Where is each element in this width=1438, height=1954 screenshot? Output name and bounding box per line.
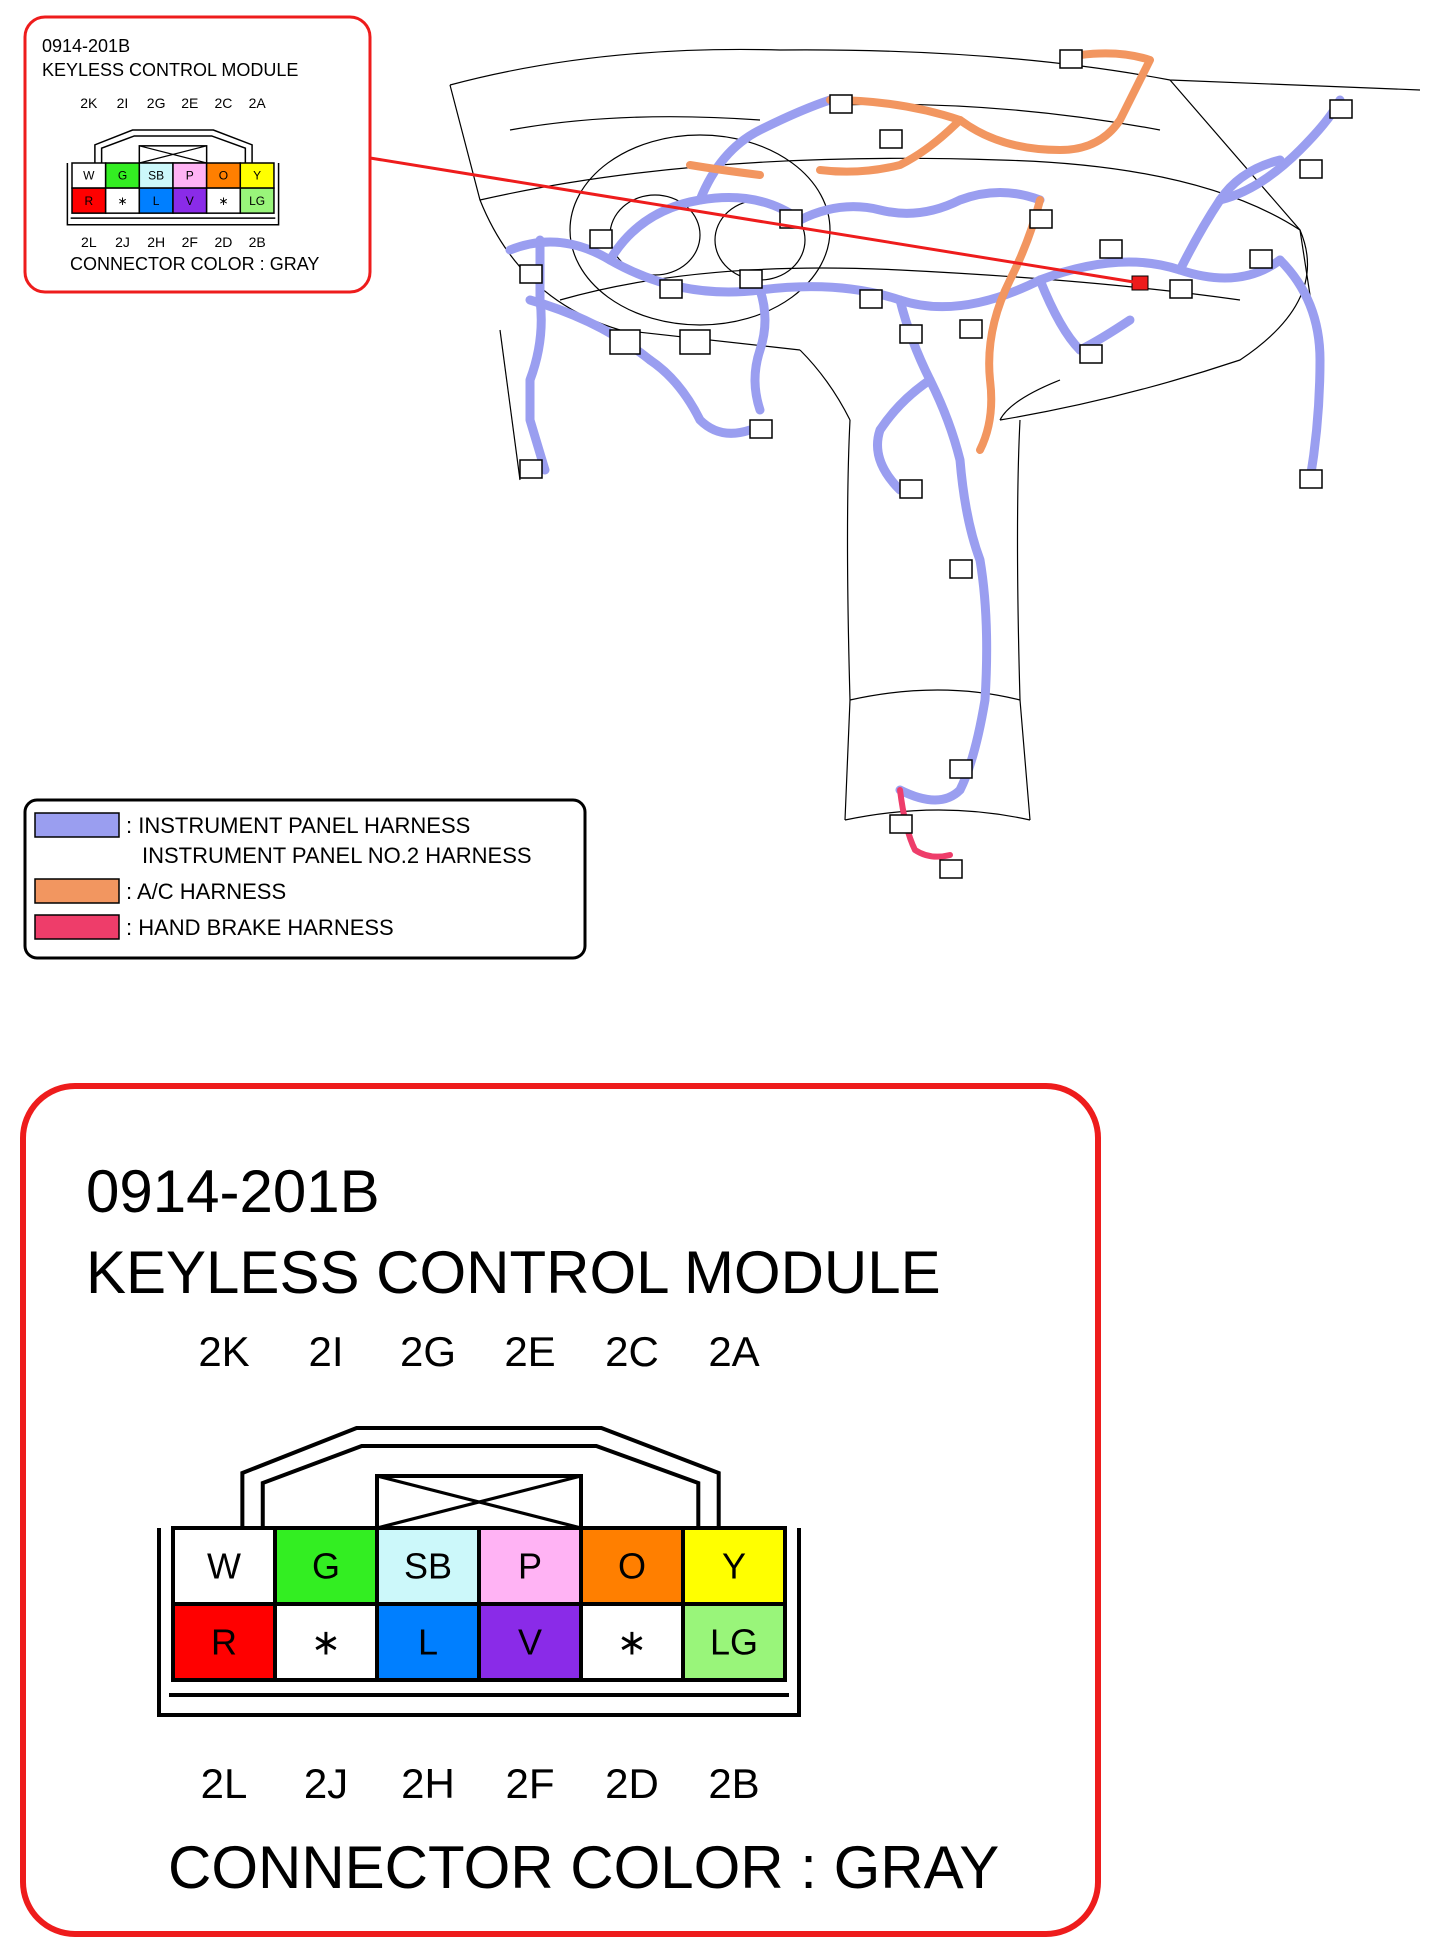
bottom-pin-label: 2D bbox=[214, 234, 233, 250]
bottom-pin-label: 2L bbox=[200, 1760, 248, 1807]
pin-wire-color: ∗ bbox=[310, 1621, 342, 1663]
harness-connectors bbox=[520, 50, 1352, 878]
bottom-pin-label: 2H bbox=[401, 1760, 455, 1807]
legend-swatch-instrument-panel bbox=[35, 813, 119, 837]
pin-wire-color: G bbox=[311, 1545, 341, 1587]
bottom-pin-label: 2J bbox=[303, 1760, 349, 1807]
pin-wire-color: ∗ bbox=[218, 193, 229, 208]
pin-wire-color: G bbox=[117, 168, 128, 183]
top-pin-label: 2C bbox=[605, 1328, 659, 1375]
pin-wire-color: LG bbox=[249, 193, 266, 208]
top-pin-label: 2K bbox=[80, 95, 98, 111]
top-pin-label: 2A bbox=[708, 1328, 760, 1375]
dashboard-outline bbox=[450, 49, 1420, 90]
top-pin-label: 2E bbox=[181, 95, 199, 111]
top-pin-label: 2G bbox=[146, 95, 166, 111]
legend-label-instrument-panel: : INSTRUMENT PANEL HARNESS bbox=[126, 813, 471, 838]
small-connector-name: KEYLESS CONTROL MODULE bbox=[42, 60, 299, 80]
pin-wire-color: SB bbox=[148, 168, 165, 183]
top-pin-label: 2A bbox=[248, 95, 266, 111]
pin-wire-color: Y bbox=[721, 1545, 747, 1587]
pin-wire-color: R bbox=[211, 1621, 237, 1663]
legend-swatch-ac bbox=[35, 879, 119, 903]
bottom-pin-label: 2F bbox=[505, 1760, 555, 1807]
legend-label-hand-brake: : HAND BRAKE HARNESS bbox=[126, 915, 394, 940]
pin-wire-color: Y bbox=[253, 168, 262, 183]
bottom-pin-label: 2B bbox=[708, 1760, 760, 1807]
pin-wire-color: V bbox=[185, 193, 194, 208]
instrument-panel-harness-wires bbox=[510, 100, 1340, 800]
legend-swatch-hand-brake bbox=[35, 915, 119, 939]
top-pin-label: 2C bbox=[214, 95, 233, 111]
pin-wire-color: O bbox=[218, 168, 229, 183]
pin-wire-color: P bbox=[517, 1545, 543, 1587]
small-connector-code: 0914-201B bbox=[42, 36, 131, 56]
top-pin-label: 2I bbox=[308, 1328, 344, 1375]
center-console-outline bbox=[845, 420, 850, 820]
pin-wire-color: W bbox=[83, 168, 95, 183]
pin-wire-color: R bbox=[84, 193, 94, 208]
pin-wire-color: ∗ bbox=[117, 193, 128, 208]
bottom-pin-label: 2H bbox=[147, 234, 166, 250]
pin-wire-color: P bbox=[185, 168, 194, 183]
bottom-pin-label: 2F bbox=[181, 234, 198, 250]
pin-wire-color: V bbox=[517, 1621, 543, 1663]
pin-wire-color: W bbox=[207, 1545, 241, 1587]
large-connector-name: KEYLESS CONTROL MODULE bbox=[86, 1239, 941, 1306]
top-pin-label: 2K bbox=[198, 1328, 250, 1375]
top-pin-label: 2I bbox=[116, 95, 129, 111]
pin-wire-color: LG bbox=[709, 1621, 759, 1663]
pin-wire-color: L bbox=[152, 193, 160, 208]
bottom-pin-label: 2D bbox=[605, 1760, 659, 1807]
large-connector-color-note: CONNECTOR COLOR : GRAY bbox=[168, 1834, 1000, 1901]
bottom-pin-label: 2B bbox=[248, 234, 266, 250]
top-pin-label: 2E bbox=[504, 1328, 556, 1375]
top-pin-label: 2G bbox=[399, 1328, 457, 1375]
small-connector-color-note: CONNECTOR COLOR : GRAY bbox=[70, 254, 320, 274]
pin-wire-color: L bbox=[417, 1621, 439, 1663]
pin-wire-color: O bbox=[617, 1545, 647, 1587]
pin-wire-color: ∗ bbox=[616, 1621, 648, 1663]
large-connector-callout bbox=[23, 1086, 1098, 1934]
bottom-pin-label: 2L bbox=[81, 234, 97, 250]
legend-label-instrument-panel-no2: INSTRUMENT PANEL NO.2 HARNESS bbox=[142, 843, 532, 868]
pin-wire-color: SB bbox=[403, 1545, 453, 1587]
bottom-pin-label: 2J bbox=[115, 234, 130, 250]
large-connector-code: 0914-201B bbox=[86, 1158, 380, 1225]
harness-legend bbox=[25, 800, 585, 958]
legend-label-ac: : A/C HARNESS bbox=[126, 879, 287, 904]
small-connector-callout bbox=[25, 17, 370, 292]
